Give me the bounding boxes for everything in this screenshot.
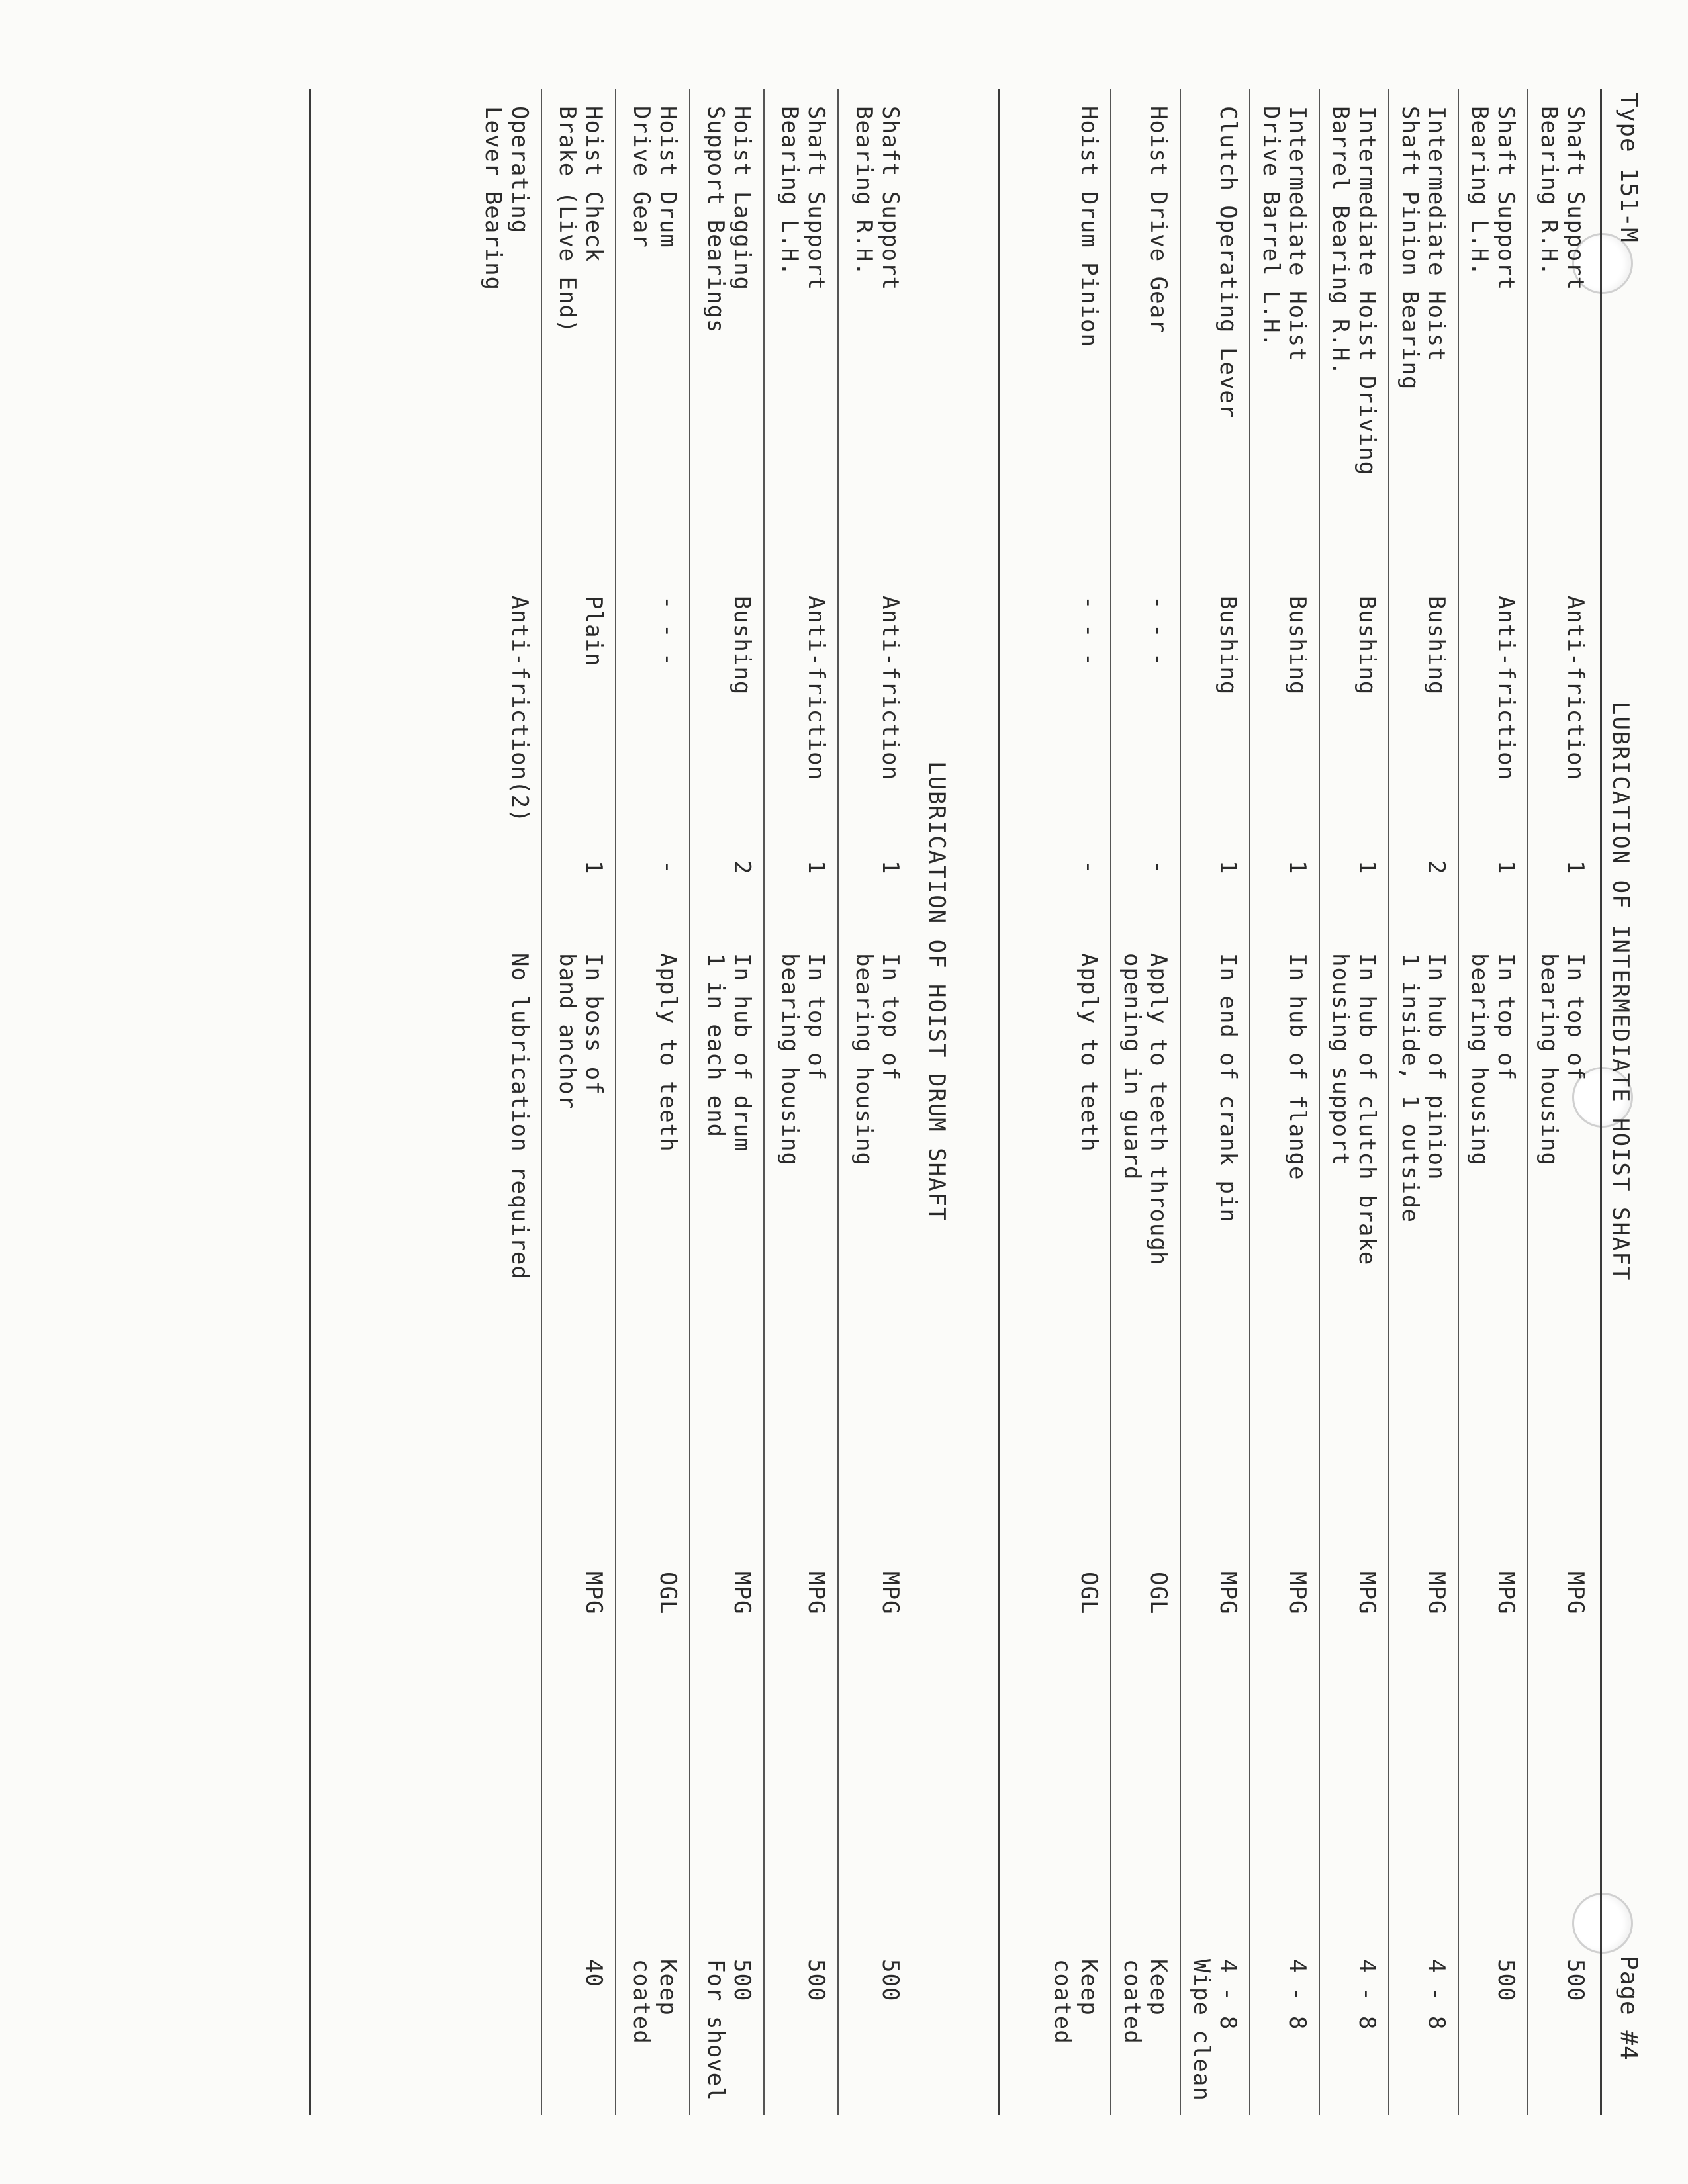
service-interval: coated — [628, 1959, 655, 2044]
type-label: Type 151-M — [1615, 93, 1642, 243]
lubricant-code: OGL — [1145, 1572, 1172, 1615]
lube-location: housing support — [1327, 953, 1354, 1167]
part-name: Brake (Live End) — [554, 106, 581, 334]
lubricant-code: MPG — [1215, 1572, 1241, 1615]
part-name: Bearing R.H. — [1536, 106, 1562, 277]
bearing-type: Bushing — [1423, 596, 1450, 696]
row-divider — [541, 89, 542, 2115]
part-name: Hoist Drive Gear — [1145, 106, 1172, 334]
lube-location: Apply to teeth — [655, 953, 681, 1152]
part-name: Shaft Support — [877, 106, 904, 291]
service-interval: For shovel — [702, 1959, 729, 2101]
service-interval: 40 — [581, 1959, 607, 1987]
part-name: Hoist Drum Pinion — [1076, 106, 1102, 347]
lube-location: In top of — [1562, 953, 1589, 1081]
part-name: Support Bearings — [702, 106, 729, 334]
row-divider — [1527, 89, 1528, 2115]
fitting-count: - — [1145, 860, 1172, 875]
part-name: Barrel Bearing R.H. — [1327, 106, 1354, 376]
fitting-count: 1 — [581, 860, 607, 875]
part-name: Intermediate Hoist — [1423, 106, 1450, 362]
bearing-type: - - - — [1145, 596, 1172, 667]
bearing-type: Anti-friction — [1493, 596, 1519, 781]
lube-location: No lubrication required — [506, 953, 533, 1280]
service-interval: 500 — [729, 1959, 755, 2002]
part-name: Bearing L.H. — [1466, 106, 1493, 277]
fitting-count: 1 — [803, 860, 829, 875]
service-interval: 4 - 8 — [1354, 1959, 1380, 2030]
lube-location: In hub of pinion — [1423, 953, 1450, 1181]
service-interval: coated — [1119, 1959, 1145, 2044]
rule-bottom — [309, 89, 311, 2115]
part-name: Operating — [506, 106, 533, 234]
lubricant-code: MPG — [1562, 1572, 1589, 1615]
part-name: Drive Barrel L.H. — [1258, 106, 1284, 347]
lube-location: In top of — [877, 953, 904, 1081]
part-name: Shaft Support — [1493, 106, 1519, 291]
service-interval: 500 — [803, 1959, 829, 2002]
lubricant-code: MPG — [1354, 1572, 1380, 1615]
part-name: Intermediate Hoist Driving — [1354, 106, 1380, 476]
bearing-type: Bushing — [729, 596, 755, 696]
service-interval: Keep — [1076, 1959, 1102, 2016]
part-name: Drive Gear — [628, 106, 655, 248]
rule-top — [1600, 89, 1602, 2115]
part-name: Hoist Drum — [655, 106, 681, 248]
part-name: Bearing R.H. — [851, 106, 877, 277]
bearing-type: Anti-friction — [803, 596, 829, 781]
service-interval: 500 — [1562, 1959, 1589, 2002]
row-divider — [837, 89, 839, 2115]
lubricant-code: MPG — [581, 1572, 607, 1615]
fitting-count: - — [1076, 860, 1102, 875]
fitting-count: - — [655, 860, 681, 875]
lubricant-code: MPG — [1493, 1572, 1519, 1615]
lube-location: In top of — [803, 953, 829, 1081]
fitting-count: 1 — [1354, 860, 1380, 875]
lube-location: 1 inside, 1 outside — [1397, 953, 1423, 1223]
lube-location: band anchor — [554, 953, 581, 1110]
fitting-count: 1 — [1562, 860, 1589, 875]
lube-location: In hub of clutch brake — [1354, 953, 1380, 1266]
service-interval: 500 — [877, 1959, 904, 2002]
row-divider — [1110, 89, 1111, 2115]
part-name: Intermediate Hoist — [1284, 106, 1311, 362]
lube-location: In hub of flange — [1284, 953, 1311, 1181]
part-name: Shaft Support — [1562, 106, 1589, 291]
part-name: Hoist Check — [581, 106, 607, 263]
lube-location: bearing housing — [851, 953, 877, 1167]
lubricant-code: OGL — [1076, 1572, 1102, 1615]
lubricant-code: MPG — [1423, 1572, 1450, 1615]
fitting-count: 1 — [877, 860, 904, 875]
row-divider — [1458, 89, 1459, 2115]
service-interval: 500 — [1493, 1959, 1519, 2002]
lube-location: opening in guard — [1119, 953, 1145, 1181]
service-interval: Keep — [1145, 1959, 1172, 2016]
row-divider — [689, 89, 690, 2115]
part-name: Bearing L.H. — [776, 106, 803, 277]
section-title-hoist-drum-shaft: LUBRICATION OF HOIST DRUM SHAFT — [923, 761, 950, 1222]
fitting-count: 1 — [1493, 860, 1519, 875]
service-interval: 4 - 8 — [1284, 1959, 1311, 2030]
lube-location: In end of crank pin — [1215, 953, 1241, 1223]
part-name: Shaft Support — [803, 106, 829, 291]
part-name: Shaft Pinion Bearing — [1397, 106, 1423, 390]
fitting-count: 2 — [729, 860, 755, 875]
bearing-type: Anti-friction — [877, 596, 904, 781]
bearing-type: - - - — [1076, 596, 1102, 667]
row-divider — [1180, 89, 1181, 2115]
bearing-type: Anti-friction — [1562, 596, 1589, 781]
rule-section-divider — [998, 89, 1000, 2115]
page-number: Page #4 — [1615, 1956, 1642, 2061]
lube-location: In hub of drum — [729, 953, 755, 1152]
part-name: Clutch Operating Lever — [1215, 106, 1241, 419]
row-divider — [1388, 89, 1389, 2115]
lubricant-code: MPG — [729, 1572, 755, 1615]
lube-location: Apply to teeth — [1076, 953, 1102, 1152]
service-interval: 4 - 8 — [1215, 1959, 1241, 2030]
bearing-type: Bushing — [1354, 596, 1380, 696]
fitting-count: 1 — [1284, 860, 1311, 875]
lubricant-code: MPG — [877, 1572, 904, 1615]
bearing-type: Bushing — [1215, 596, 1241, 696]
lube-location: bearing housing — [776, 953, 803, 1167]
fitting-count: 2 — [1423, 860, 1450, 875]
lube-location: In top of — [1493, 953, 1519, 1081]
bearing-type: Plain — [581, 596, 607, 667]
lubricant-code: MPG — [803, 1572, 829, 1615]
fitting-count: 1 — [1215, 860, 1241, 875]
service-interval: 4 - 8 — [1423, 1959, 1450, 2030]
section-title-intermediate-hoist-shaft: LUBRICATION OF INTERMEDIATE HOIST SHAFT — [1607, 702, 1634, 1282]
lubricant-code: OGL — [655, 1572, 681, 1615]
service-interval: Wipe clean — [1188, 1959, 1215, 2101]
row-divider — [763, 89, 765, 2115]
row-divider — [1249, 89, 1250, 2115]
bearing-type: Anti-friction(2) — [506, 596, 533, 823]
service-interval: coated — [1049, 1959, 1076, 2044]
lube-location: In boss of — [581, 953, 607, 1095]
lube-location: bearing housing — [1536, 953, 1562, 1167]
part-name: Lever Bearing — [480, 106, 506, 291]
lube-location: bearing housing — [1466, 953, 1493, 1167]
lube-location: Apply to teeth through — [1145, 953, 1172, 1266]
lube-location: 1 in each end — [702, 953, 729, 1138]
service-interval: Keep — [655, 1959, 681, 2016]
row-divider — [615, 89, 616, 2115]
bearing-type: Bushing — [1284, 596, 1311, 696]
bearing-type: - - - — [655, 596, 681, 667]
part-name: Hoist Lagging — [729, 106, 755, 291]
row-divider — [1319, 89, 1320, 2115]
lubricant-code: MPG — [1284, 1572, 1311, 1615]
